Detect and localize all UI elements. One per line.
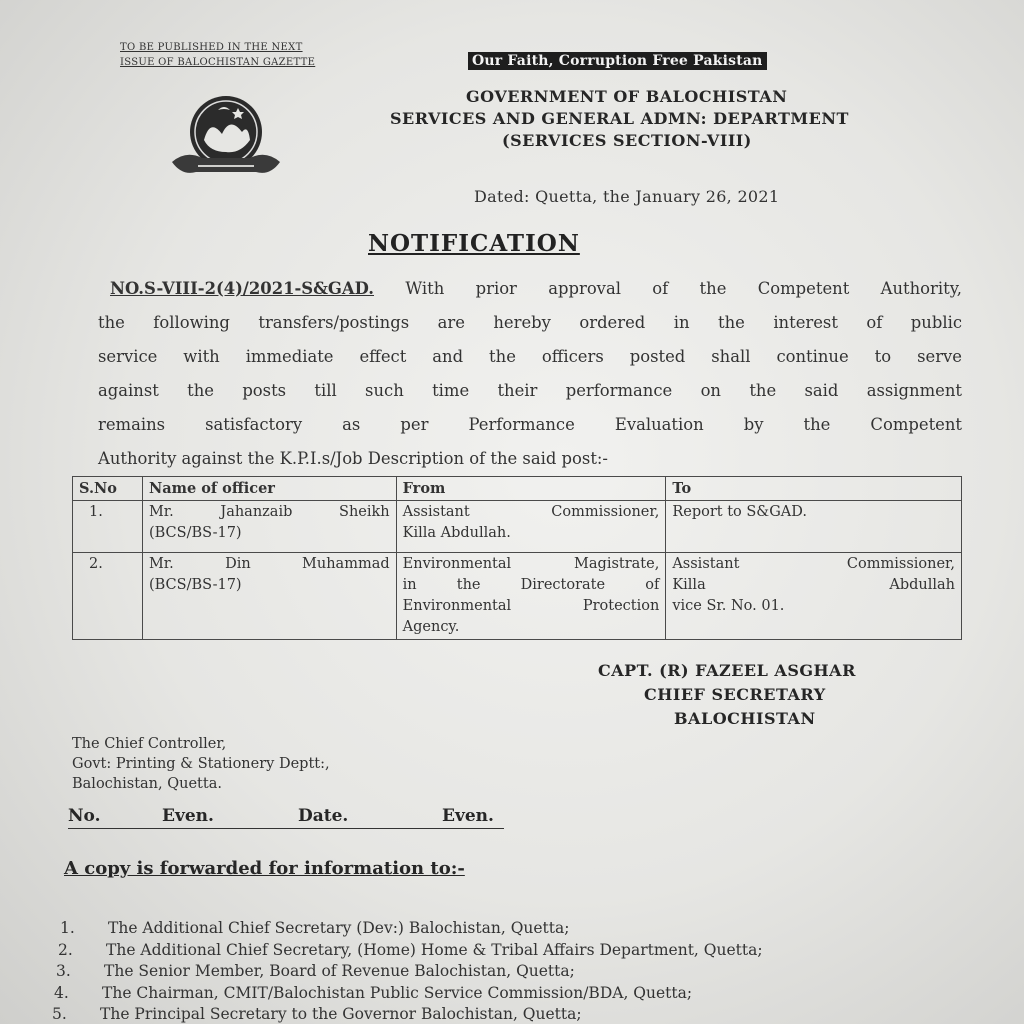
table-row xyxy=(73,501,962,553)
date-value: Even. xyxy=(442,806,494,826)
body-line xyxy=(98,272,962,306)
signatory-name: CAPT. (R) FAZEEL ASGHAR xyxy=(598,661,856,680)
officer-grade: (BCS/BS-17) xyxy=(148,577,242,593)
addressee-line: Govt: Printing & Stationery Deptt:, xyxy=(72,756,330,772)
notification-body xyxy=(98,272,962,476)
date-label: Date. xyxy=(298,806,349,826)
list-item-number: 4. xyxy=(54,983,69,1002)
transfer-table xyxy=(72,476,962,640)
column-header-to: To xyxy=(666,477,962,501)
to-line: Killa Abdullah xyxy=(672,577,955,593)
list-item-text: The Principal Secretary to the Governor Balochistan, Quetta; xyxy=(100,1005,582,1023)
to-line: Report to S&GAD. xyxy=(672,504,807,520)
copy-list xyxy=(52,918,763,1024)
body-line: the following transfers/postings are hereby ordered in the interest of public xyxy=(98,313,962,332)
list-item-text: The Senior Member, Board of Revenue Balochistan, Quetta; xyxy=(104,962,575,980)
addressee-block xyxy=(72,734,330,794)
body-line-text: With prior approval of the Competent Authority, xyxy=(405,279,963,298)
gazette-note-line: TO BE PUBLISHED IN THE NEXT xyxy=(120,42,303,53)
from-line: in the Directorate of xyxy=(402,577,660,593)
to-line: Assistant Commissioner, xyxy=(672,556,955,572)
column-header-name: Name of officer xyxy=(142,477,396,501)
from-line: Agency. xyxy=(402,619,460,635)
addressee-line: Balochistan, Quetta. xyxy=(72,776,222,792)
list-item xyxy=(60,918,765,940)
body-line: against the posts till such time their performance on the said assignment xyxy=(98,381,962,400)
officer-name: Mr. Din Muhammad xyxy=(148,556,390,572)
list-item-number: 2. xyxy=(58,940,73,959)
gazette-note-line: ISSUE OF BALOCHISTAN GAZETTE xyxy=(120,57,316,68)
list-item-number: 3. xyxy=(56,962,71,980)
body-line: service with immediate effect and the officers posted shall continue to serve xyxy=(98,347,962,366)
column-header-from: From xyxy=(396,477,666,501)
header-government: GOVERNMENT OF BALOCHISTAN xyxy=(466,87,788,106)
notification-title: NOTIFICATION xyxy=(368,230,580,257)
from-line: Environmental Protection xyxy=(402,598,660,614)
list-item-number: 1. xyxy=(60,919,75,937)
cell-to xyxy=(666,553,962,640)
table-row xyxy=(73,553,962,640)
officer-grade: (BCS/BS-17) xyxy=(148,525,242,541)
signatory-designation: CHIEF SECRETARY xyxy=(644,685,826,704)
no-value: Even. xyxy=(162,806,214,826)
no-date-line xyxy=(68,806,504,829)
list-item xyxy=(52,1004,757,1024)
balochistan-emblem-icon xyxy=(168,92,284,192)
gazette-note xyxy=(120,40,315,70)
cell-sno: 1. xyxy=(73,501,143,553)
list-item xyxy=(56,961,761,983)
header-section: (SERVICES SECTION-VIII) xyxy=(502,131,752,150)
list-item-text: The Chairman, CMIT/Balochistan Public Service Commission/BDA, Quetta; xyxy=(102,983,693,1002)
list-item-text: The Additional Chief Secretary, (Home) Home & Tribal Affairs Department, Quetta; xyxy=(106,940,763,959)
from-line: Killa Abdullah. xyxy=(402,525,511,541)
list-item-text: The Additional Chief Secretary (Dev:) Balochistan, Quetta; xyxy=(108,919,570,937)
list-item xyxy=(54,983,759,1005)
to-line: vice Sr. No. 01. xyxy=(672,598,785,614)
list-item xyxy=(58,940,763,962)
addressee-line: The Chief Controller, xyxy=(72,736,227,752)
cell-to xyxy=(666,501,962,553)
cell-from xyxy=(396,501,666,553)
list-item-number: 5. xyxy=(52,1005,67,1023)
column-header-sno: S.No xyxy=(73,477,143,501)
officer-name: Mr. Jahanzaib Sheikh xyxy=(148,504,390,520)
body-line: remains satisfactory as per Performance Evaluation by the Competent xyxy=(98,415,962,434)
header-department: SERVICES AND GENERAL ADMN: DEPARTMENT xyxy=(390,109,849,128)
from-line: Environmental Magistrate, xyxy=(402,556,660,572)
table-header-row xyxy=(73,477,962,501)
dated-line: Dated: Quetta, the January 26, 2021 xyxy=(474,187,780,206)
cell-sno: 2. xyxy=(73,553,143,640)
notification-reference: NO.S-VIII-2(4)/2021-S&GAD. xyxy=(110,279,374,298)
no-label: No. xyxy=(68,806,101,826)
body-line: Authority against the K.P.I.s/Job Description of the said post:- xyxy=(98,449,608,468)
cell-name xyxy=(142,553,396,640)
signatory-province: BALOCHISTAN xyxy=(674,709,816,728)
cell-from xyxy=(396,553,666,640)
slogan-banner: Our Faith, Corruption Free Pakistan xyxy=(468,52,767,70)
from-line: Assistant Commissioner, xyxy=(402,504,660,520)
cell-name xyxy=(142,501,396,553)
copy-forward-heading: A copy is forwarded for information to:- xyxy=(64,858,465,879)
